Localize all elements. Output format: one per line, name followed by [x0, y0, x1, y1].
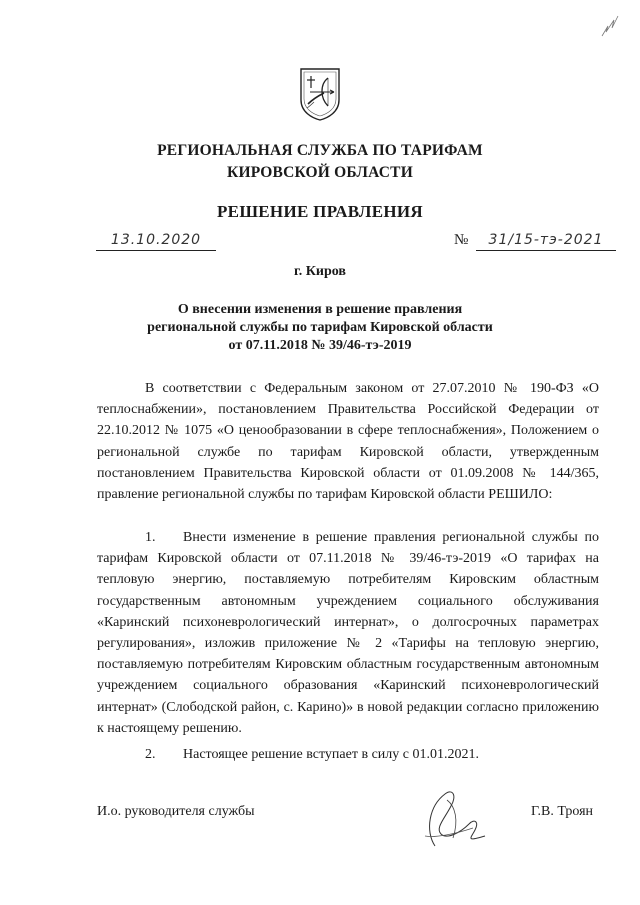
signatory-role: И.о. руководителя службы [97, 804, 255, 819]
decision-date: 13.10.2020 [96, 232, 216, 251]
decision-number: 31/15-тэ-2021 [476, 232, 616, 251]
item-number: 1. [145, 530, 156, 545]
subject-line3: от 07.11.2018 № 39/46-тэ-2019 [228, 338, 412, 353]
signatory-name: Г.В. Троян [531, 804, 594, 819]
city-name: г. Киров [294, 264, 346, 279]
corner-handwritten-mark [598, 12, 622, 40]
document-type-title: РЕШЕНИЕ ПРАВЛЕНИЯ [217, 202, 423, 221]
decision-item-2 [97, 744, 599, 765]
coat-of-arms-emblem [298, 66, 342, 122]
agency-name-line2: КИРОВСКОЙ ОБЛАСТИ [227, 164, 413, 181]
decision-subject [0, 301, 640, 355]
item-number: 2. [145, 747, 156, 762]
number-sign: № [454, 232, 469, 248]
agency-name-line1: РЕГИОНАЛЬНАЯ СЛУЖБА ПО ТАРИФАМ [157, 142, 483, 159]
handwritten-signature [395, 776, 505, 856]
subject-line2: региональной службы по тарифам Кировской области [147, 320, 493, 335]
preamble-paragraph: В соответствии с Федеральным законом от 27.07.2010 № 190-ФЗ «О теплоснабжении», постановлением Правительства Российской Федерации от 22.10.2012 № 1075 «О ценообразовании в сфере теплоснабжения», Положением о региональной службе по тарифам Кировской области, утвержденным постановлением Правительства Кировской области от 01.09.2008 № 144/365, правление региональной службы по тарифам Кировской области РЕШИЛО: [97, 381, 599, 503]
item-text: Настоящее решение вступает в силу с 01.01.2021. [183, 747, 479, 762]
item-text: Внести изменение в решение правления региональной службы по тарифам Кировской области от 07.11.2018 № 39/46-тэ-2019 «О тарифах на тепловую энергию, поставляемую потребителям Кировским областным государственным автономным учреждением социального обслуживания «Каринский психоневрологический интернат», о долгосрочных параметрах регулирования», изложив приложение № 2 «Тарифы на тепловую энергию, поставляемую потребителям Кировским областным государственным автономным учреждением социального образования «Каринский психоневрологический интернат» (Слободской район, с. Карино)» в новой редакции согласно приложению к настоящему решению. [97, 530, 599, 736]
subject-line1: О внесении изменения в решение правления [177, 302, 463, 317]
agency-name [0, 140, 640, 184]
decision-item-1 [97, 527, 599, 739]
